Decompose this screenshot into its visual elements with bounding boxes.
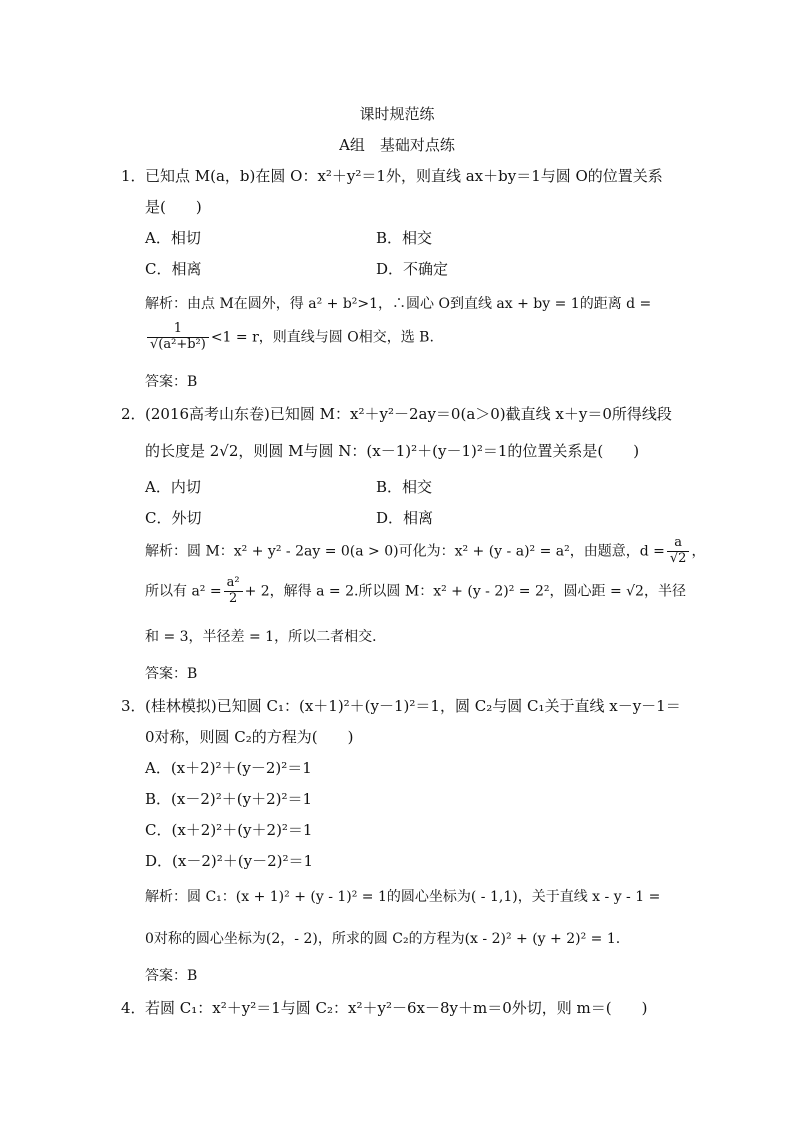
- solution-text: 解析：由点 M在圆外，得 a² + b²>1，∴圆心 O到直线 ax + by = 1的距离 d =: [145, 296, 652, 312]
- option-a: A．相切: [145, 229, 201, 247]
- option-b: B．(x－2)²＋(y＋2)²＝1: [145, 790, 313, 808]
- question-stem: (2016高考山东卷)已知圆 M：x²＋y²－2ay＝0(a＞0)截直线 x＋y＝0所得线段: [145, 405, 672, 423]
- question-stem: 0对称，则圆 C₂的方程为( ): [145, 728, 354, 746]
- question-number: 4．: [121, 999, 146, 1017]
- question-number: 1．: [121, 167, 146, 185]
- solution-line: $\frac{1}{\text{√(a²+b²)}}$ <1 = r，则直线与圆 O相交，选 B.: [145, 322, 434, 353]
- answer: 答案：B: [145, 968, 198, 984]
- question-stem: 若圆 C₁：x²＋y²＝1与圆 C₂：x²＋y²－6x－8y＋m＝0外切，则 m＝( ): [145, 999, 648, 1017]
- answer: 答案：B: [145, 374, 198, 390]
- solution-text: 解析：圆 C₁：(x + 1)² + (y - 1)² = 1的圆心坐标为( - 1,1)，关于直线 x - y - 1 =: [145, 889, 661, 905]
- option-d: D．不确定: [376, 260, 449, 278]
- section-heading: A组 基础对点练: [339, 136, 455, 154]
- question-number: 3．: [121, 697, 146, 715]
- answer: 答案：B: [145, 666, 198, 682]
- solution-text: 0对称的圆心坐标为(2，- 2)，所求的圆 C₂的方程为(x - 2)² + (y + 2)² = 1.: [145, 931, 621, 947]
- option-c: C．外切: [145, 509, 202, 527]
- fraction: $\frac{1}{\text{√(a²+b²)}}$: [147, 322, 209, 353]
- solution-line: 解析：圆 M：x² + y² - 2ay = 0(a > 0)可化为：x² + (y - a)² = a²，由题意，d = $\frac{a}{√2}$ ，: [145, 535, 706, 566]
- option-c: C．相离: [145, 260, 202, 278]
- question-number: 2．: [121, 405, 146, 423]
- question-stem: (桂林模拟)已知圆 C₁：(x＋1)²＋(y－1)²＝1，圆 C₂与圆 C₁关于直线 x－y－1＝: [145, 697, 681, 715]
- fraction: $\frac{a}{√2}$: [667, 536, 690, 567]
- question-stem: 已知点 M(a，b)在圆 O：x²＋y²＝1外，则直线 ax＋by＝1与圆 O的位置关系: [145, 167, 663, 185]
- page-title: 课时规范练: [359, 105, 435, 123]
- option-d: D．相离: [376, 509, 434, 527]
- option-b: B．相交: [376, 229, 433, 247]
- solution-text: 和 = 3，半径差 = 1，所以二者相交．: [145, 629, 387, 645]
- question-stem: 的长度是 2√2，则圆 M与圆 N：(x－1)²＋(y－1)²＝1的位置关系是( ): [145, 442, 640, 460]
- option-b: B．相交: [376, 478, 433, 496]
- fraction: $\frac{\text{a²}}{2}$: [224, 576, 243, 607]
- solution-line: 所以有 a² = $\frac{\text{a²}}{2}$ + 2，解得 a = 2.所以圆 M：x² + (y - 2)² = 2²，圆心距 = √2，半径: [145, 575, 686, 606]
- option-a: A．内切: [145, 478, 201, 496]
- option-d: D．(x－2)²＋(y－2)²＝1: [145, 852, 314, 870]
- option-c: C．(x＋2)²＋(y＋2)²＝1: [145, 821, 313, 839]
- question-stem: 是( ): [145, 198, 202, 216]
- option-a: A．(x＋2)²＋(y－2)²＝1: [145, 759, 312, 777]
